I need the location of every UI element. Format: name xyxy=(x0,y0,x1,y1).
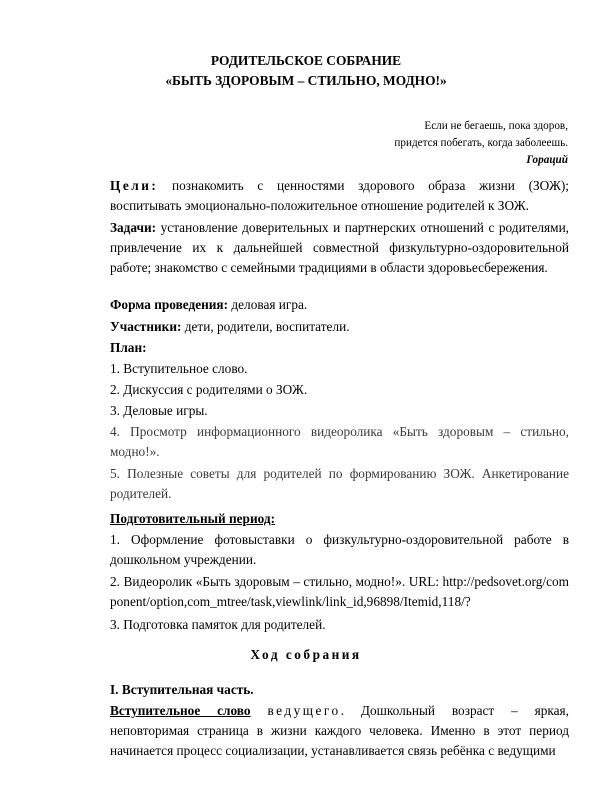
prep-heading xyxy=(110,509,569,529)
tasks-paragraph xyxy=(110,218,569,278)
epigraph-line-1: Если не бегаешь, пока здоров, xyxy=(424,120,568,132)
intro-label: Вступительное слово xyxy=(110,703,251,718)
participants-label: Участники: xyxy=(110,319,182,334)
plan-item-5-text: 5. Полезные советы для родителей по формированию ЗОЖ. Анкетирование родителей. xyxy=(110,466,569,501)
plan-item-4 xyxy=(110,422,569,462)
form-line xyxy=(110,295,569,315)
epigraph-author: Гораций xyxy=(526,154,568,166)
plan-item-2: 2. Дискуссия с родителями о ЗОЖ. xyxy=(110,382,308,397)
prep-item-1 xyxy=(110,530,569,570)
plan-item-5 xyxy=(110,464,569,504)
prep-item-3: 3. Подготовка памяток для родителей. xyxy=(110,617,326,632)
document-title-line-2: «БЫТЬ ЗДОРОВЫМ – СТИЛЬНО, МОДНО!» xyxy=(165,73,447,88)
participants-text: дети, родители, воспитатели. xyxy=(184,319,350,334)
prep-label: Подготовительный период: xyxy=(110,511,276,526)
plan-label: План: xyxy=(110,340,147,355)
goals-label: Цели: xyxy=(110,178,159,193)
prep-item-1-text: 1. Оформление фотовыставки о физкультурно-оздоровительной работе в дошкольном учреждении. xyxy=(110,532,569,567)
goals-paragraph xyxy=(110,176,569,216)
course-heading: Ход собрания xyxy=(250,647,362,662)
section-1-heading: I. Вступительная часть. xyxy=(110,682,254,697)
goals-text: познакомить с ценностями здорового образа жизни (ЗОЖ); воспитывать эмоционально-положительное отношение родителей к ЗОЖ. xyxy=(110,178,569,213)
tasks-label: Задачи: xyxy=(110,220,157,235)
document-title-line-1: РОДИТЕЛЬСКОЕ СОБРАНИЕ xyxy=(210,53,402,68)
prep-item-2-text: 2. Видеоролик «Быть здоровым – стильно, модно!». URL: http://pedsovet.org/component/option,com_mtree/task,viewlink/link_id,96898/Itemid,118/? xyxy=(110,574,569,609)
form-label: Форма проведения: xyxy=(110,297,229,312)
plan-heading xyxy=(110,338,569,358)
intro-text: . Дошкольный возраст – яркая, неповторимая страница в жизни каждого человека. Именно в этот период начинается процесс социализации, устанавливается связь ребёнка с ведущими xyxy=(110,703,569,758)
intro-paragraph xyxy=(110,701,569,761)
tasks-text: установление доверительных и партнерских отношений с родителями, привлечение их к дальнейшей совместной физкультурно-оздоровительной работе; знакомство с семейными традициями в области здоровьесбережения. xyxy=(110,220,570,275)
form-text: деловая игра. xyxy=(231,297,308,312)
prep-item-2 xyxy=(110,572,569,612)
plan-item-1: 1. Вступительное слово. xyxy=(110,361,248,376)
participants-line xyxy=(110,317,569,337)
intro-speaker: ведущего xyxy=(267,703,341,718)
plan-item-4-text: 4. Просмотр информационного видеоролика «Быть здоровым – стильно, модно!». xyxy=(110,424,569,459)
plan-item-3: 3. Деловые игры. xyxy=(110,403,208,418)
epigraph xyxy=(394,118,568,169)
epigraph-line-2: придется побегать, когда заболеешь. xyxy=(394,137,568,149)
